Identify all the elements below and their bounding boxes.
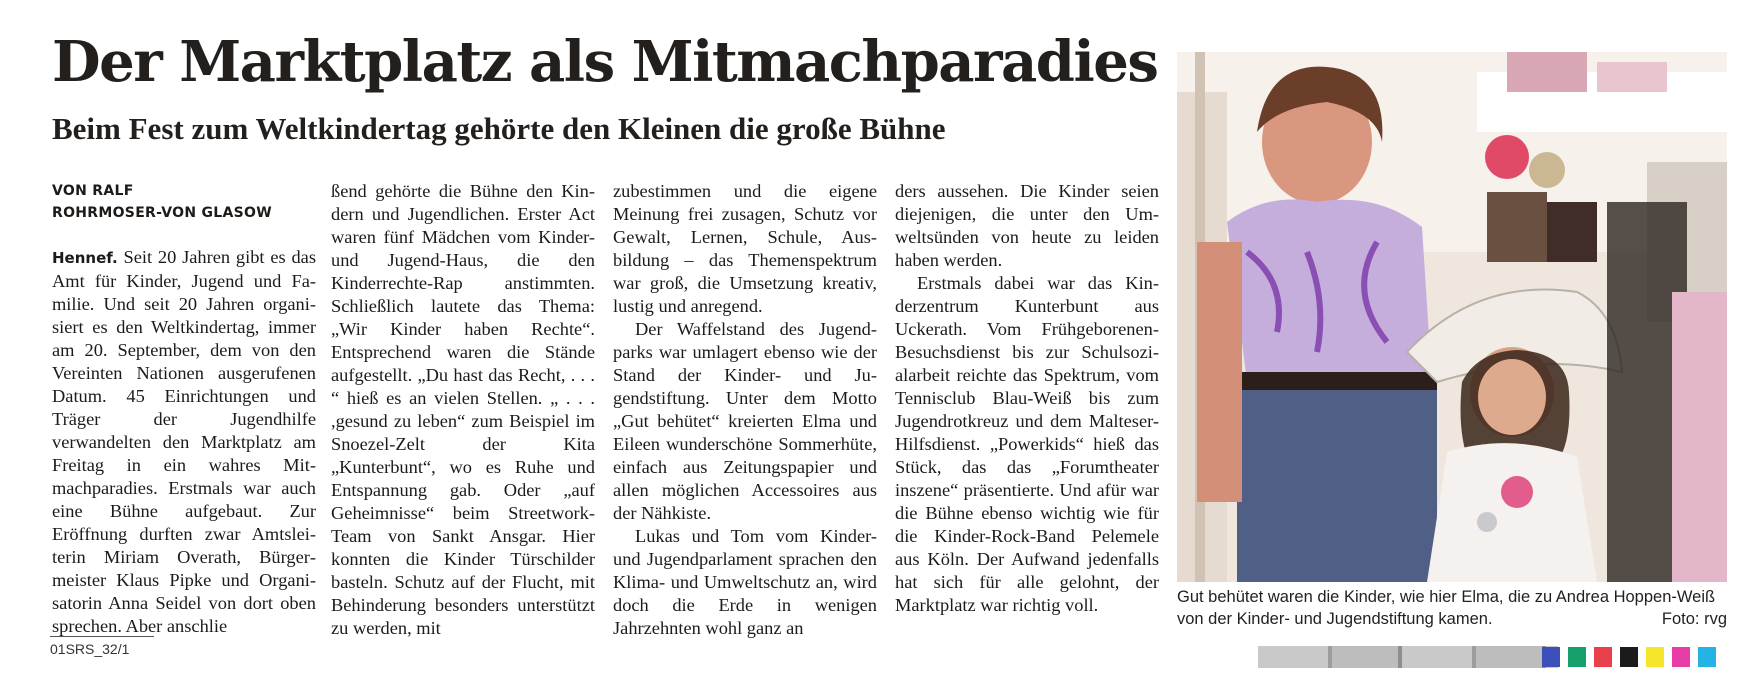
print-gray-strip — [1258, 646, 1558, 668]
paragraph-text: Seit 20 Jahren gibt es das Amt für Kinder, Jugend und Familie. Und seit 20 Jahren organisiert es den Weltkindertag, immer am 20. September, dem von den Vereinten Nationen ausgerufenen Datum. 45 Einrichtungen und Träger der Jugendhilfe verwandelten den Marktplatz am Freitag in ein wahres Mitmachparadies. Erstmals war auch eine Bühne aufgebaut. Zur Eröffnung durften zwar Amtsleiterin Miriam Overath, Bürgermeister Klaus Pipke und Organisatorin Anna Seidel von dort oben sprechen. Aber anschlie — [52, 247, 316, 636]
subheadline: Beim Fest zum Weltkindertag gehörte den Kleinen die große Bühne — [52, 111, 946, 146]
byline-line: VON RALF — [52, 183, 134, 199]
paragraph: Der Waffelstand des Jugendparks war umlagert ebenso wie der Stand der Kinder- und Jugendstiftung. Unter dem Motto „Gut behütet“ kreierten Elma und Eileen wunderschöne Sommerhüte, einfach aus Zeitungspapier und allen möglichen Accessoires aus der Nähkiste. — [613, 319, 877, 523]
headline: Der Marktplatz als Mitmachparadies — [52, 29, 1158, 95]
byline-line: ROHRMOSER-VON GLASOW — [52, 205, 272, 221]
print-color-swatch — [1568, 647, 1586, 667]
print-color-swatch — [1620, 647, 1638, 667]
print-color-swatch — [1594, 647, 1612, 667]
caption-text: Gut behütet waren die Kinder, wie hier Elma, die zu Andrea Hoppen-Weiß von der Kinder- und Jugendstiftung kamen. — [1177, 588, 1716, 628]
print-color-swatch — [1542, 647, 1560, 667]
byline — [52, 180, 316, 224]
photo-credit: Foto: rvg — [1661, 610, 1727, 628]
paragraph: Lukas und Tom vom Kinder- und Jugendparlament sprachen den Klima- und Umweltschutz an, wird doch die Erde in wenigen Jahrzehnten wohl ganz an — [613, 526, 877, 638]
article-photo — [1177, 52, 1727, 582]
photo-illustration — [1177, 52, 1727, 582]
article-column-1 — [52, 180, 316, 638]
paragraph: Erstmals dabei war das Kinderzentrum Kunterbunt aus Uckerath. Vom Frühgeborenen-Besuchsdienst bis zur Schulsozialarbeit reichte das Spektrum, vom Tennisclub Blau-Weiß bis zum Jugendrotkreuz und dem Malteser-Hilfsdienst. „Powerkids“ hieß das Stück, das das „Forumtheater inszene“ präsentierte. Und afür war die Bühne ebenso wichtig wie für die Kinder-Rock-Band Pelemele aus Köln. Der Aufwand jedenfalls hat sich für alle gelohnt, der Marktplatz war richtig voll. — [895, 273, 1159, 615]
print-color-swatch — [1698, 647, 1716, 667]
print-color-swatch — [1672, 647, 1690, 667]
print-color-swatch — [1646, 647, 1664, 667]
dateline: Hennef. — [52, 249, 118, 267]
paragraph — [52, 246, 316, 638]
paragraph: ßend gehörte die Bühne den Kindern und Jugendlichen. Erster Act waren fünf Mädchen vom Kinder- und Jugend-Haus, die den Kinderrechte-Rap anstimmten. Schließlich lautete das Thema: „Wir Kinder haben Rechte“. Entsprechend waren die Stände aufgestellt. „Du hast das Recht, . . . “ hieß es an vielen Stellen. „ . . . ,gesund zu leben“ zum Beispiel im Snoezel-Zelt der Kita „Kunterbunt“, wo es Ruhe und Entspannung gab. Oder „auf Geheimnisse“ beim Streetwork-Team von Sankt Ansgar. Hier konnten die Kinder Türschilder basteln. Schutz auf der Flucht, mit Behinderung besonders unterstützt zu werden, mit — [331, 181, 595, 638]
article-column-3 — [613, 180, 877, 640]
page-code: 01SRS_32/1 — [50, 636, 154, 657]
article-column-4 — [895, 180, 1159, 617]
paragraph: zubestimmen und die eigene Meinung frei zusagen, Schutz vor Gewalt, Lernen, Schule, Ausbildung – das Themenspektrum war groß, die Umsetzung kreativ, lustig und anregend. — [613, 181, 877, 316]
paragraph: ders aussehen. Die Kinder seien diejenigen, die unter den Umweltsünden von heute zu leiden haben werden. — [895, 181, 1159, 270]
article-column-2 — [331, 180, 595, 640]
photo-caption — [1177, 586, 1727, 630]
